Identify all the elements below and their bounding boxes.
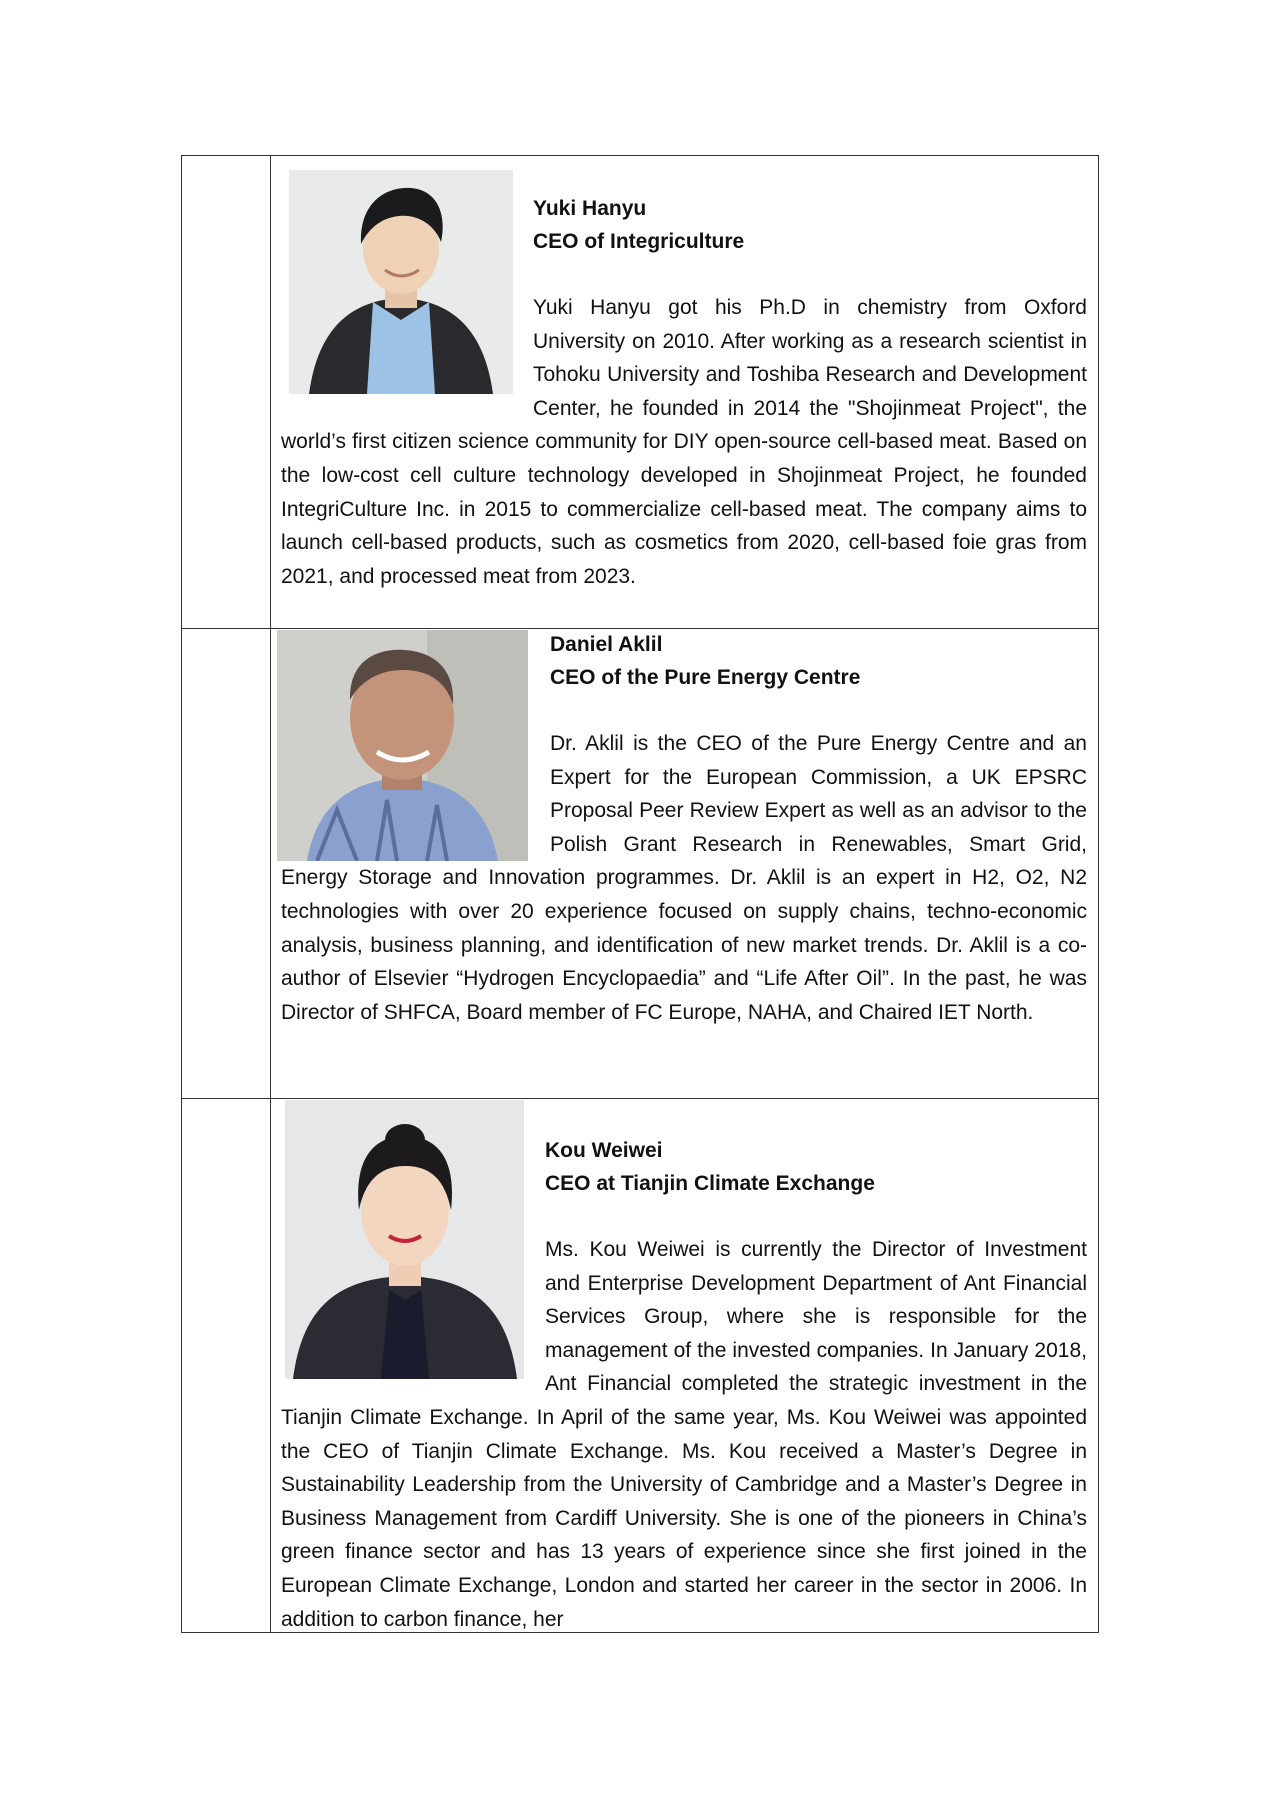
- profile-bio: [281, 727, 1087, 1029]
- profile-role: CEO of the Pure Energy Centre: [550, 666, 861, 689]
- profile-bio: [281, 291, 1087, 593]
- profile-cell-yuki-hanyu: [271, 156, 1098, 628]
- profile-role: CEO of Integriculture: [533, 230, 745, 253]
- profiles-table: [181, 155, 1099, 1633]
- photo-wrap-space: [281, 727, 550, 855]
- profile-bio-text: Yuki Hanyu got his Ph.D in chemistry from Oxford University on 2010. After working as a research scientist in Tohoku University and Toshiba Research and Development Center, he founded in 2014 the "Shojinmeat Project", the world’s first citizen science community for DIY open-source cell-based meat. Based on the low-cost cell culture technology developed in Shojinmeat Project, he founded IntegriCulture Inc. in 2015 to commercialize cell-based meat. The company aims to launch cell-based products, such as cosmetics from 2020, cell-based foie gras from 2021, and processed meat from 2023.: [281, 296, 1087, 588]
- profile-bio: [281, 1233, 1087, 1632]
- profile-bio-text: Ms. Kou Weiwei is currently the Director of Investment and Enterprise Development Department of Ant Financial Services Group, where she is responsible for the management of the invested companies. In January 2018, Ant Financial completed the strategic investment in the Tianjin Climate Exchange. In April of the same year, Ms. Kou Weiwei was appointed the CEO of Tianjin Climate Exchange. Ms. Kou received a Master’s Degree in Sustainability Leadership from the University of Cambridge and a Master’s Degree in Business Management from Cardiff University. She is one of the pioneers in China’s green finance sector and has 13 years of experience since she first joined in the European Climate Exchange, London and started her career in the sector in 2006. In addition to carbon finance, her: [281, 1238, 1087, 1631]
- profile-cell-daniel-aklil: [271, 629, 1098, 1098]
- profile-cell-kou-weiwei: [271, 1099, 1098, 1632]
- profile-name: Daniel Aklil: [550, 633, 663, 656]
- profile-name: Kou Weiwei: [545, 1139, 663, 1162]
- profile-name: Yuki Hanyu: [533, 197, 647, 220]
- profile-role: CEO at Tianjin Climate Exchange: [545, 1172, 875, 1195]
- photo-wrap-space: [281, 291, 533, 393]
- photo-wrap-space: [281, 1233, 545, 1399]
- profile-bio-text: Dr. Aklil is the CEO of the Pure Energy Centre and an Expert for the European Commission, a UK EPSRC Proposal Peer Review Expert as well as an advisor to the Polish Grant Research in Renewables, Smart Grid, Energy Storage and Innovation programmes. Dr. Aklil is an expert in H2, O2, N2 technologies with over 20 experience focused on supply chains, techno-economic analysis, business planning, and identification of new market trends. Dr. Aklil is a co-author of Elsevier “Hydrogen Encyclopaedia” and “Life After Oil”. In the past, he was Director of SHFCA, Board member of FC Europe, NAHA, and Chaired IET North.: [281, 732, 1087, 1024]
